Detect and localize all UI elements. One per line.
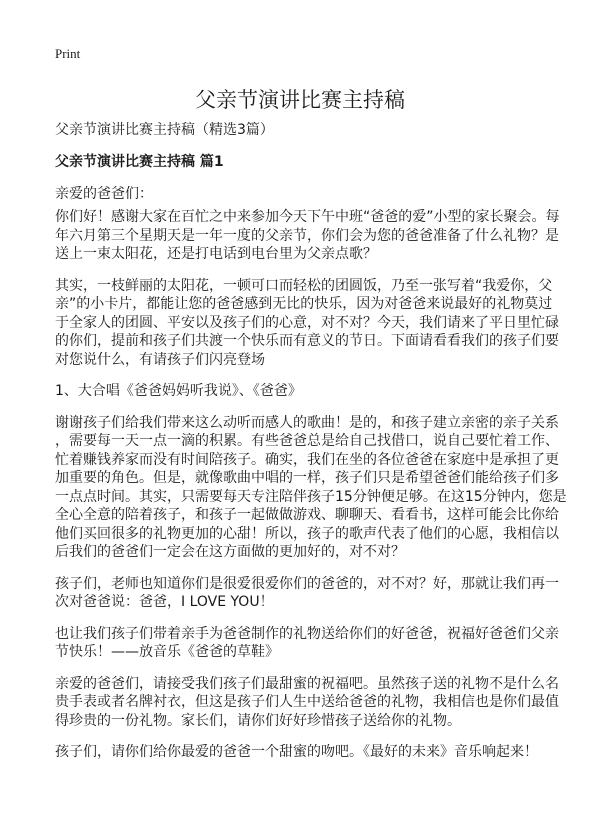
paragraph bbox=[55, 575, 559, 612]
document-subtitle: 父亲节演讲比赛主持稿（精选3篇） bbox=[55, 122, 274, 138]
paragraph-line: 一点点时间。其实，只需要每天专注陪伴孩子15分钟便足够。在这15分钟内，您是 bbox=[55, 488, 567, 505]
paragraph-line: 你们好！感谢大家在百忙之中来参加今天下午中班“爸爸的爱”小型的家长聚会。每 bbox=[55, 209, 560, 225]
paragraph-line: 亲爱的爸爸们，请接受我们孩子们最甜蜜的祝福吧。虽然孩子送的礼物不是什么名 bbox=[55, 675, 559, 692]
paragraph-line: 次对爸爸说：爸爸，I LOVE YOU！ bbox=[55, 594, 274, 610]
paragraph-line: ，需要每一天一点一滴的积累。有些爸爸总是给自己找借口，说自己要忙着工作、 bbox=[55, 433, 559, 449]
paragraph-line: 也让我们孩子们带着亲手为爸爸制作的礼物送给你们的好爸爸，祝福好爸爸们父亲 bbox=[55, 625, 559, 642]
paragraph-line: 年六月第三个星期天是一年一度的父亲节，你们会为您的爸爸准备了什么礼物？是 bbox=[55, 227, 559, 244]
print-link[interactable]: Print bbox=[55, 46, 81, 61]
paragraph-line: 贵手表或者名牌衬衣，但这是孩子们人生中送给爸爸的礼物，我相信也是你们最值 bbox=[55, 694, 559, 710]
paragraph-line: 节快乐！——放音乐《爸爸的草鞋》 bbox=[55, 644, 279, 660]
paragraph bbox=[55, 743, 550, 762]
section-heading: 父亲节演讲比赛主持稿 篇1 bbox=[55, 154, 224, 170]
paragraph bbox=[55, 414, 567, 562]
paragraph-line: 他们买回很多的礼物更加的心甜！所以，孩子的歌声代表了他们的心愿，我相信以 bbox=[55, 525, 559, 542]
paragraph-line: 谢谢孩子们给我们带来这么动听而感人的歌曲！是的，和孩子建立亲密的亲子关系 bbox=[55, 414, 559, 431]
paragraph bbox=[55, 208, 560, 264]
paragraph bbox=[55, 625, 559, 662]
paragraph-line: 对您说什么，有请孩子们闪亮登场 bbox=[55, 351, 265, 368]
greeting: 亲爱的爸爸们： bbox=[55, 186, 153, 202]
paragraph-line: 忙着赚钱养家而没有时间陪孩子。确实，我们在坐的各位爸爸在家庭中是承担了更 bbox=[55, 451, 559, 468]
paragraph-line: 1、大合唱《爸爸妈妈听我说》、《爸爸》 bbox=[55, 383, 302, 399]
paragraph-line: 亲”的小卡片，都能让您的爸爸感到无比的快乐，因为对爸爸来说最好的礼物莫过 bbox=[55, 296, 553, 312]
paragraph-line: 的你们，提前和孩子们共渡一个快乐而有意义的节日。下面请看看我们的孩子们要 bbox=[55, 333, 559, 349]
paragraph-line: 其实，一枝鲜丽的太阳花，一顿可口而轻松的团圆饭，乃至一张写着“我爱你，父 bbox=[55, 277, 553, 294]
paragraph bbox=[55, 675, 559, 731]
paragraph-line: 于全家人的团圆、平安以及孩子们的心意，对不对？今天，我们请来了平日里忙碌 bbox=[55, 314, 559, 331]
document-body bbox=[55, 208, 567, 775]
paragraph bbox=[55, 277, 559, 370]
paragraph-line: 全心全意的陪着孩子，和孩子一起做做游戏、聊聊天、看看书，这样可能会比你给 bbox=[55, 507, 559, 523]
paragraph-line: 送上一束太阳花，还是打电话到电台里为父亲点歌？ bbox=[55, 246, 377, 262]
paragraph-line: 孩子们，老师也知道你们是很爱很爱你们的爸爸的，对不对？好，那就让我们再一 bbox=[55, 575, 559, 592]
document-title: 父亲节演讲比赛主持稿 bbox=[195, 88, 405, 112]
paragraph-line: 加重要的角色。但是，就像歌曲中唱的一样，孩子们只是希望爸爸们能给孩子们多 bbox=[55, 470, 559, 486]
paragraph-line: 得珍贵的一份礼物。家长们，请你们好好珍惜孩子送给你的礼物。 bbox=[55, 712, 461, 729]
paragraph-line: 后我们的爸爸们一定会在这方面做的更加好的，对不对？ bbox=[55, 544, 405, 560]
paragraph bbox=[55, 382, 550, 401]
paragraph-line: 孩子们，请你们给你最爱的爸爸一个甜蜜的吻吧。《最好的未来》音乐响起来！ bbox=[55, 744, 538, 760]
